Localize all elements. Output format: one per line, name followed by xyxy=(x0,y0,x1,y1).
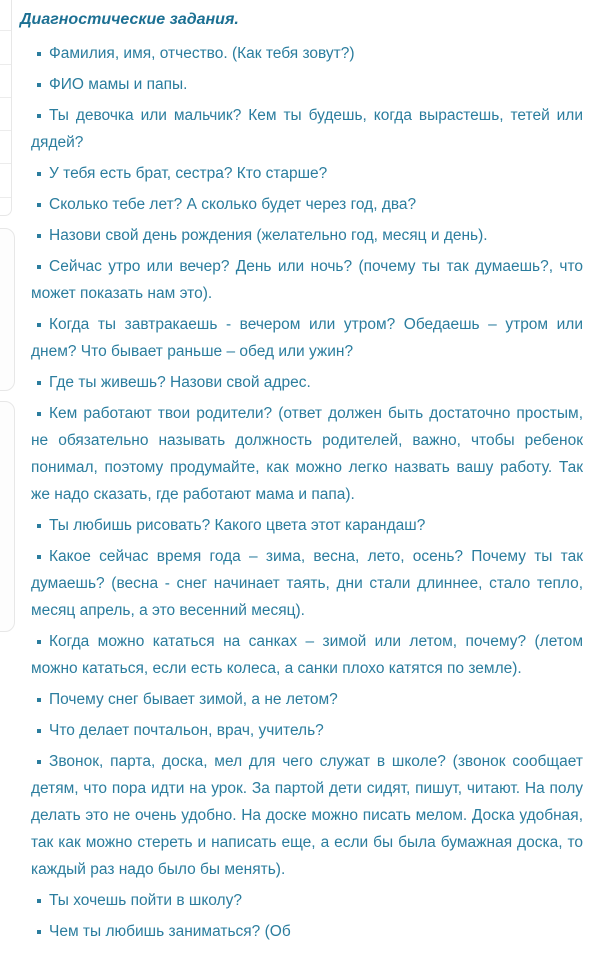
list-item-text: Фамилия, имя, отчество. (Как тебя зовут?) xyxy=(49,45,355,62)
bullet-icon xyxy=(37,698,41,702)
list-item xyxy=(31,400,583,508)
bullet-icon xyxy=(37,729,41,733)
list-item-text: Кем работают твои родители? (ответ должен быть достаточно простым, не обязательно называть должность родителей, важно, чтобы ребенок понимал, поэтому продумайте, как можно легко назвать вашу работу. Так же надо сказать, где работают мама и папа). xyxy=(31,405,583,503)
list-item-text: Звонок, парта, доска, мел для чего служат в школе? (звонок сообщает детям, что пора идти на урок. За партой дети сидят, пишут, читают. На полу делать это не очень удобно. На доске можно писать мелом. Доска удобная, так как можно стереть и написать еще, а если бы была бумажная доска, то каждый раз надо было бы менять). xyxy=(31,753,583,878)
list-item xyxy=(31,102,583,156)
list-item-text: Почему снег бывает зимой, а не летом? xyxy=(49,691,338,708)
list-item xyxy=(31,543,583,624)
bullet-icon xyxy=(37,265,41,269)
list-item xyxy=(31,311,583,365)
list-item xyxy=(31,253,583,307)
list-item xyxy=(31,748,583,883)
bullet-icon xyxy=(37,172,41,176)
bullet-icon xyxy=(37,760,41,764)
list-item-text: Ты любишь рисовать? Какого цвета этот карандаш? xyxy=(49,517,426,534)
bullet-icon xyxy=(37,899,41,903)
bullet-icon xyxy=(37,930,41,934)
page-title: Диагностические задания. xyxy=(20,11,239,28)
bullet-icon xyxy=(37,555,41,559)
list-item-text: Чем ты любишь заниматься? (Об xyxy=(49,923,291,940)
bullet-icon xyxy=(37,203,41,207)
bullet-icon xyxy=(37,640,41,644)
list-item-text: Ты девочка или мальчик? Кем ты будешь, когда вырастешь, тетей или дядей? xyxy=(31,107,583,151)
bullet-icon xyxy=(37,412,41,416)
diagnostic-questions-list xyxy=(20,40,583,945)
bullet-icon xyxy=(37,323,41,327)
list-item-text: ФИО мамы и папы. xyxy=(49,76,188,93)
bullet-icon xyxy=(37,114,41,118)
list-item xyxy=(31,222,583,249)
list-item-text: Сколько тебе лет? А сколько будет через год, два? xyxy=(49,196,417,213)
list-item xyxy=(31,191,583,218)
list-item-text: Какое сейчас время года – зима, весна, лето, осень? Почему ты так думаешь? (весна - снег начинает таять, дни стали длиннее, стало тепло, месяц апрель, а это весенний месяц). xyxy=(31,548,583,619)
list-item xyxy=(31,512,583,539)
list-item-text: Назови свой день рождения (желательно год, месяц и день). xyxy=(49,227,488,244)
list-item-text: Когда ты завтракаешь - вечером или утром? Обедаешь – утром или днем? Что бывает раньше – обед или ужин? xyxy=(31,316,583,360)
list-item xyxy=(31,160,583,187)
list-item xyxy=(31,918,583,945)
bullet-icon xyxy=(37,52,41,56)
bullet-icon xyxy=(37,83,41,87)
list-item xyxy=(31,40,583,67)
list-item-text: У тебя есть брат, сестра? Кто старше? xyxy=(49,165,328,182)
list-item xyxy=(31,628,583,682)
list-item xyxy=(31,887,583,914)
bullet-icon xyxy=(37,381,41,385)
list-item xyxy=(31,71,583,98)
list-item-text: Что делает почтальон, врач, учитель? xyxy=(49,722,324,739)
list-item-text: Сейчас утро или вечер? День или ночь? (почему ты так думаешь?, что может показать нам это). xyxy=(31,258,583,302)
list-item xyxy=(31,369,583,396)
list-item-text: Где ты живешь? Назови свой адрес. xyxy=(49,374,311,391)
list-item-text: Ты хочешь пойти в школу? xyxy=(49,892,242,909)
list-item xyxy=(31,686,583,713)
list-item xyxy=(31,717,583,744)
list-item-text: Когда можно кататься на санках – зимой или летом, почему? (летом можно кататься, если есть колеса, а санки плохо катятся по земле). xyxy=(31,633,583,677)
bullet-icon xyxy=(37,524,41,528)
bullet-icon xyxy=(37,234,41,238)
